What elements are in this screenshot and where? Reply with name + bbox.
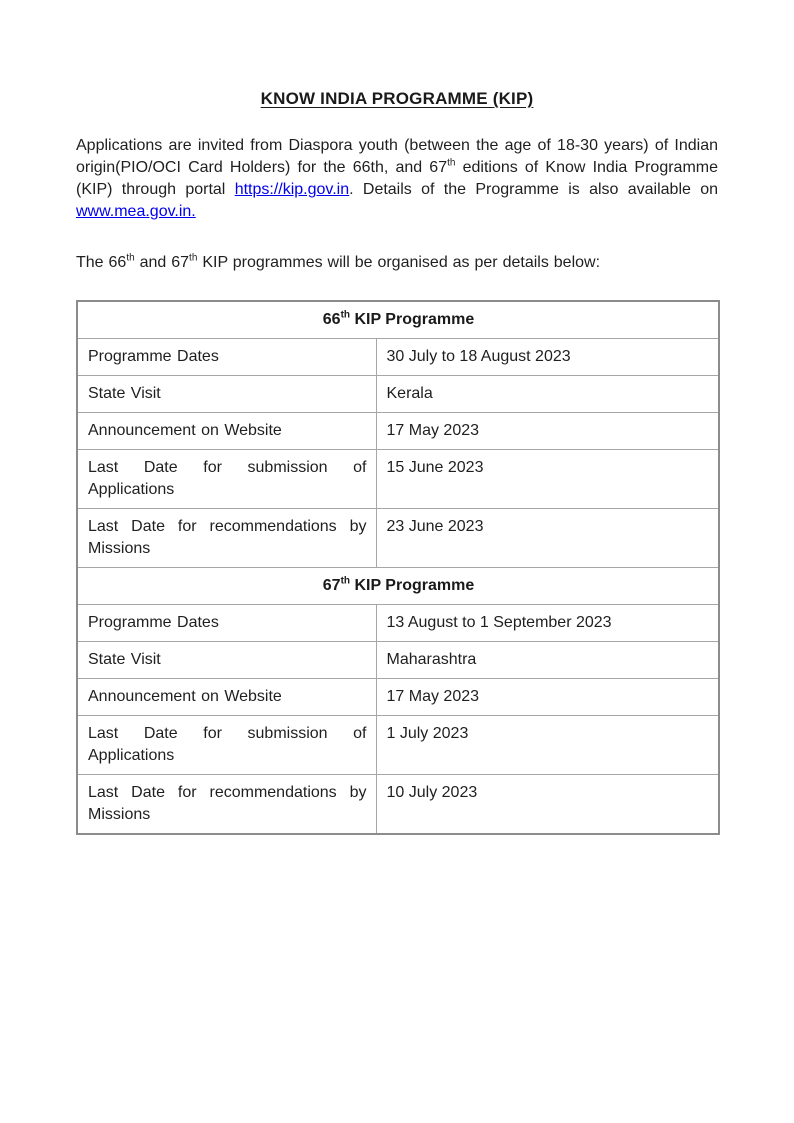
lead-text-2: and 67 (134, 254, 190, 271)
section-header-rest: KIP Programme (350, 577, 475, 594)
table-section-header-67 (77, 568, 719, 605)
page-title: KNOW INDIA PROGRAMME (KIP) (260, 89, 534, 108)
superscript-th: th (340, 575, 351, 587)
row-label-cell: Programme Dates (77, 339, 376, 376)
kip-programmes-table (76, 300, 720, 835)
superscript-th: th (126, 252, 135, 264)
section-header-num: 66 (322, 311, 341, 328)
intro-paragraph (76, 135, 718, 223)
table-row (77, 509, 719, 568)
section-header-row (77, 301, 719, 339)
row-value-cell: 17 May 2023 (376, 413, 719, 450)
row-value-cell: Maharashtra (376, 642, 719, 679)
row-label-cell: Last Date for recommendations by Missions (77, 775, 376, 835)
intro-text-3: . Details of the Programme is also available on (349, 181, 719, 198)
kip-portal-link[interactable]: https://kip.gov.in (234, 181, 350, 198)
row-label-cell: Programme Dates (77, 605, 376, 642)
table-row (77, 450, 719, 509)
row-value-cell: 30 July to 18 August 2023 (376, 339, 719, 376)
table-row (77, 775, 719, 835)
table-row (77, 679, 719, 716)
table-section-header-66 (77, 301, 719, 339)
row-label-cell: State Visit (77, 642, 376, 679)
row-value-cell: 1 July 2023 (376, 716, 719, 775)
row-value-cell: Kerala (376, 376, 719, 413)
row-value-cell: 15 June 2023 (376, 450, 719, 509)
row-label-cell: Announcement on Website (77, 679, 376, 716)
table-row (77, 413, 719, 450)
row-label-cell: Announcement on Website (77, 413, 376, 450)
row-value-cell: 13 August to 1 September 2023 (376, 605, 719, 642)
intro-text-1: Applications are invited from Diaspora youth (between the age of 18-30 years) of Indian origin(PIO/OCI Card Holders) for the 66th, and 67 (76, 137, 718, 176)
row-label-cell: Last Date for submission of Applications (77, 450, 376, 509)
section-header-row (77, 568, 719, 605)
row-label-cell: Last Date for recommendations by Missions (77, 509, 376, 568)
intro-text-2: editions of Know India Programme (KIP) through portal (76, 159, 718, 198)
superscript-th: th (189, 252, 198, 264)
row-value-cell: 10 July 2023 (376, 775, 719, 835)
section-header-rest: KIP Programme (350, 311, 475, 328)
table-row (77, 642, 719, 679)
table-row (77, 716, 719, 775)
table-row (77, 605, 719, 642)
lead-text-3: KIP programmes will be organised as per details below: (197, 254, 601, 271)
table-lead-text (76, 250, 718, 276)
table-row (77, 339, 719, 376)
table-row (77, 376, 719, 413)
row-value-cell: 23 June 2023 (376, 509, 719, 568)
row-label-cell: Last Date for submission of Applications (77, 716, 376, 775)
lead-text-1: The 66 (76, 254, 127, 271)
superscript-th: th (340, 309, 351, 321)
section-header-num: 67 (322, 577, 341, 594)
row-value-cell: 17 May 2023 (376, 679, 719, 716)
mea-website-link[interactable]: www.mea.gov.in. (76, 203, 196, 220)
superscript-th: th (447, 157, 456, 169)
row-label-cell: State Visit (77, 376, 376, 413)
